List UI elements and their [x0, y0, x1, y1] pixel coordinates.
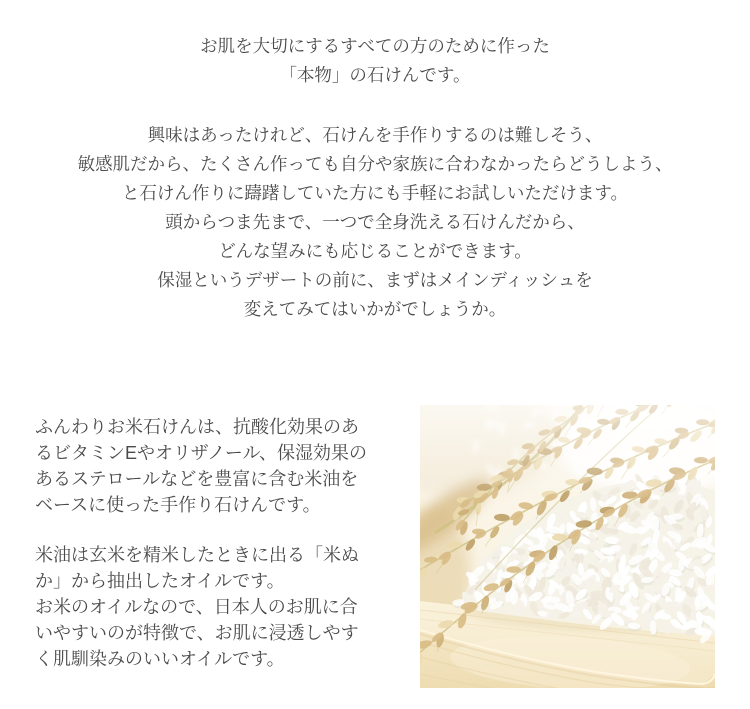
- intro-line: 保湿というデザートの前に、まずはメインディッシュを: [157, 270, 593, 290]
- about-line: お米のオイルなので、日本人のお肌に合: [35, 597, 358, 617]
- about-section: [35, 414, 425, 672]
- about-line: るビタミンEやオリザノール、保湿効果の: [35, 443, 368, 463]
- about-line: 米油は玄米を精米したときに出る「米ぬ: [35, 545, 359, 565]
- intro-line: 頭からつま先まで、一つで全身洗える石けんだから、: [165, 212, 585, 232]
- intro-line: 敏感肌だから、たくさん作っても自分や家族に合わなかったらどうしよう、: [77, 154, 673, 174]
- intro-line: と石けん作りに躊躇していた方にも手軽にお試しいただけます。: [121, 183, 629, 203]
- about-line: ふんわりお米石けんは、抗酸化効果のあ: [35, 417, 359, 437]
- intro-line: 変えてみてはいかがでしょうか。: [243, 299, 507, 319]
- about-line: いやすいのが特徴で、お肌に浸透しやす: [35, 623, 359, 643]
- intro-line: 興味はあったけれど、石けんを手作りするのは難しそう、: [147, 125, 603, 145]
- about-line: ベースに使った手作り石けんです。: [35, 495, 321, 515]
- rice-photo: [420, 405, 715, 688]
- about-paragraph-1: [35, 414, 425, 518]
- about-paragraph-2: [35, 542, 425, 672]
- intro-line: 「本物」の石けんです。: [279, 65, 471, 85]
- intro-section: [0, 32, 750, 324]
- intro-paragraph-2: [0, 121, 750, 324]
- about-line: か」から抽出したオイルです。: [35, 571, 285, 591]
- intro-paragraph-1: [0, 32, 750, 90]
- about-line: く肌馴染みのいいオイルです。: [35, 649, 285, 669]
- rice-photo-illustration: [420, 405, 715, 688]
- about-line: あるステロールなどを豊富に含む米油を: [35, 469, 359, 489]
- intro-line: どんな望みにも応じることができます。: [218, 241, 532, 261]
- intro-line: お肌を大切にするすべての方のために作った: [200, 36, 550, 56]
